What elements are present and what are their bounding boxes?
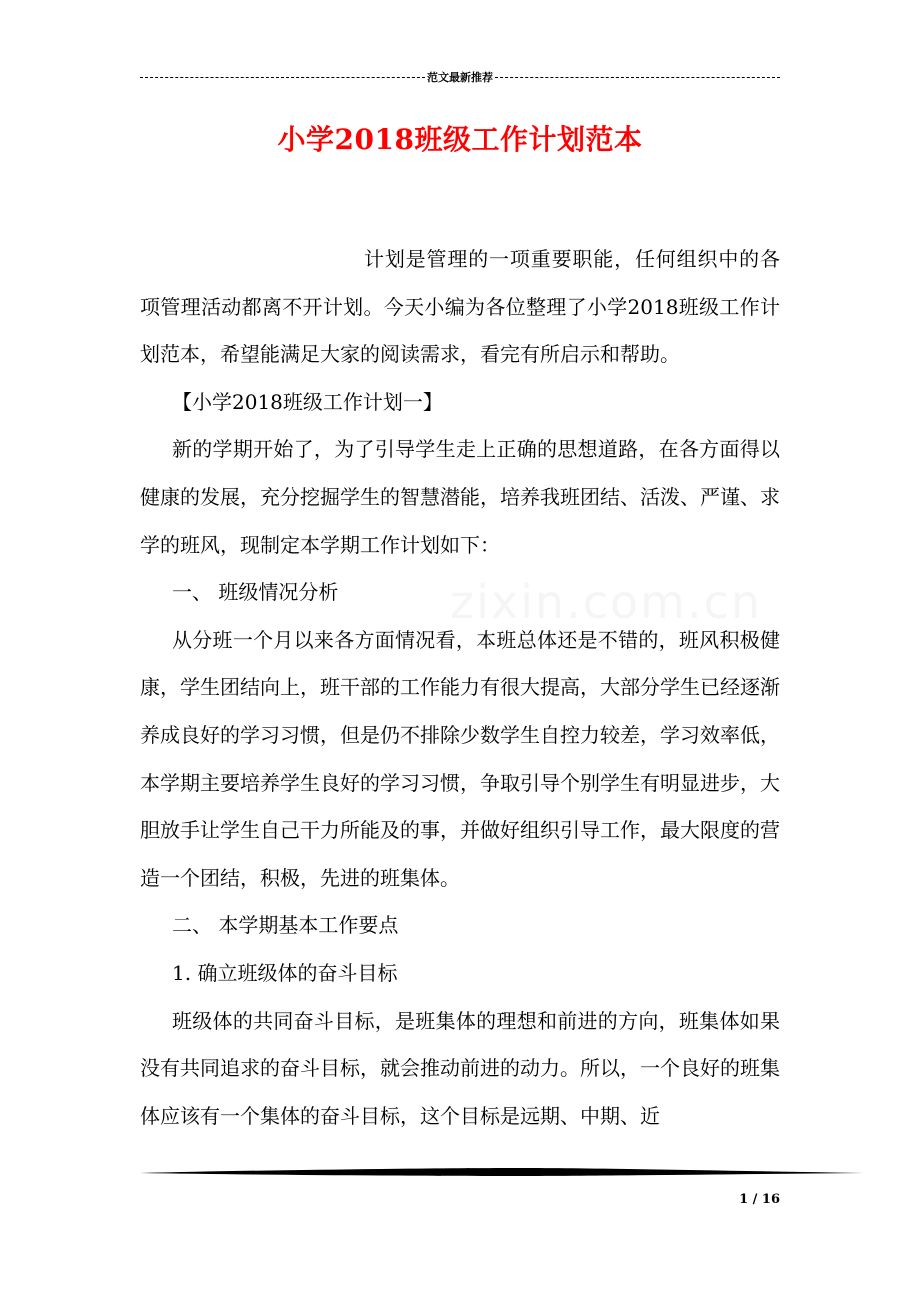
header-dash-left bbox=[140, 77, 425, 78]
section-heading-plan-one: 【小学2018班级工作计划一】 bbox=[172, 389, 443, 414]
footer-rule bbox=[140, 1167, 864, 1179]
section-heading-work-points: 二、 本学期基本工作要点 bbox=[172, 913, 399, 938]
page-number: 1 / 16 bbox=[739, 1192, 780, 1207]
section-heading-class-analysis: 一、 班级情况分析 bbox=[172, 580, 339, 605]
intro-paragraph: 计划是管理的一项重要职能，任何组织中的各项管理活动都离不开计划。今天小编为各位整理了小学2018班级工作计划范本，希望能满足大家的阅读需求，看完有所启示和帮助。 bbox=[140, 247, 780, 367]
page-header bbox=[140, 68, 780, 86]
document-title: 小学2018班级工作计划范本 bbox=[277, 123, 643, 156]
body-paragraph: 班级体的共同奋斗目标，是班集体的理想和前进的方向，班集体如果没有共同追求的奋斗目标，就会推动前进的动力。所以，一个良好的班集体应该有一个集体的奋斗目标，这个目标是远期、中期、近 bbox=[140, 1008, 780, 1128]
body-paragraph: 从分班一个月以来各方面情况看，本班总体还是不错的，班风积极健康，学生团结向上，班干部的工作能力有很大提高，大部分学生已经逐渐养成良好的学习习惯，但是仍不排除少数学生自控力较差，学习效率低，本学期主要培养学生良好的学习习惯，争取引导个别学生有明显进步，大胆放手让学生自己干力所能及的事，并做好组织引导工作，最大限度的营造一个团结，积极，先进的班集体。 bbox=[140, 627, 780, 890]
watermark-text: zixin.com.cn bbox=[450, 575, 763, 629]
subsection-heading-goal: 1. 确立班级体的奋斗目标 bbox=[172, 960, 398, 985]
header-dash-right bbox=[495, 77, 780, 78]
header-label: 范文最新推荐 bbox=[427, 71, 493, 84]
document-body bbox=[140, 236, 780, 1140]
body-paragraph: 新的学期开始了，为了引导学生走上正确的思想道路，在各方面得以健康的发展，充分挖掘学生的智慧潜能，培养我班团结、活泼、严谨、求学的班风，现制定本学期工作计划如下： bbox=[140, 437, 780, 557]
